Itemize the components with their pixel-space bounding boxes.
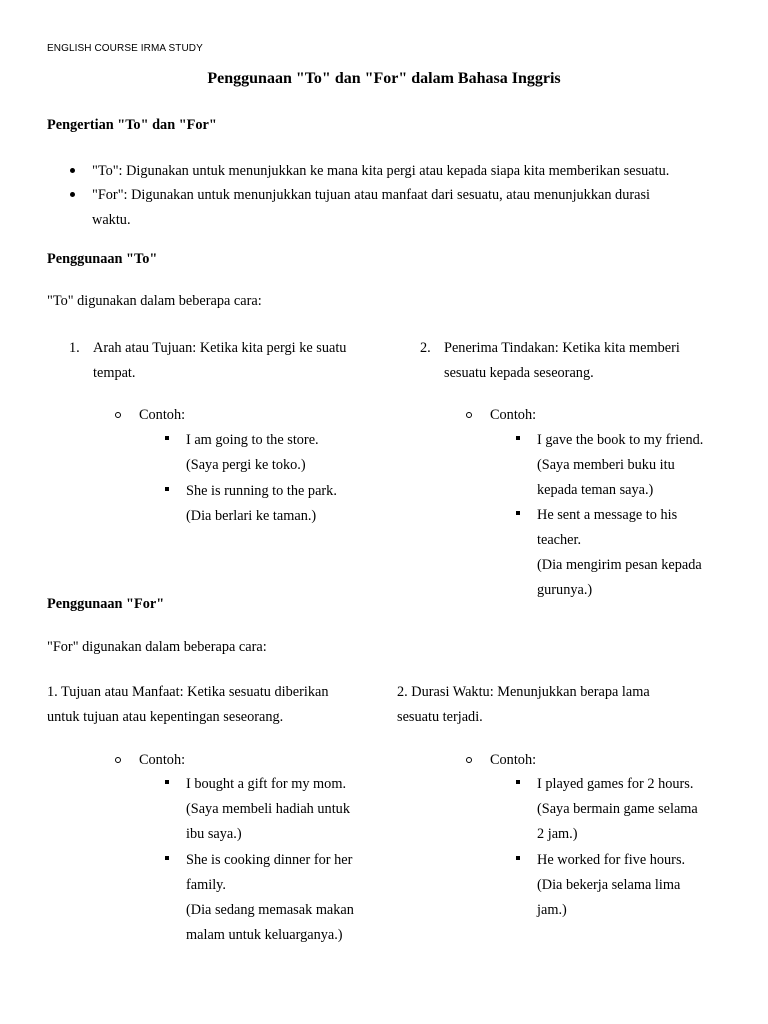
example-line: I am going to the store. xyxy=(186,432,319,448)
item-line: Arah atau Tujuan: Ketika kita pergi ke suatu xyxy=(93,340,347,356)
example-line: kepada teman saya.) xyxy=(537,482,654,498)
example-line: (Dia berlari ke taman.) xyxy=(186,508,317,524)
example-line: 2 jam.) xyxy=(537,826,578,842)
bullet-item xyxy=(92,159,669,184)
contoh-text: Contoh: xyxy=(490,752,537,768)
example-line: (Saya bermain game selama xyxy=(537,801,698,817)
contoh-label xyxy=(490,748,536,773)
bullet-line: "For": Digunakan untuk menunjukkan tujuan atau manfaat dari sesuatu, atau menunjukkan durasi xyxy=(92,187,650,203)
example-line: He sent a message to his xyxy=(537,507,678,523)
heading-pengertian: Pengertian "To" dan "For" xyxy=(47,117,217,133)
example-line: She is running to the park. xyxy=(186,483,337,499)
for-item-1 xyxy=(47,680,329,730)
example-line: I played games for 2 hours. xyxy=(537,776,694,792)
item-line: Penerima Tindakan: Ketika kita memberi xyxy=(444,340,680,356)
example-line: (Dia sedang memasak makan xyxy=(186,902,354,918)
example-line: (Saya pergi ke toko.) xyxy=(186,457,306,473)
to-item-1 xyxy=(93,336,346,386)
example-item xyxy=(537,848,685,923)
example-line: She is cooking dinner for her xyxy=(186,852,353,868)
example-item xyxy=(537,503,702,603)
example-item xyxy=(186,428,319,478)
list-number: 2. xyxy=(420,340,431,356)
item-line: 1. Tujuan atau Manfaat: Ketika sesuatu diberikan xyxy=(47,684,329,700)
document-title: Penggunaan "To" dan "For" dalam Bahasa Inggris xyxy=(207,70,561,87)
heading-penggunaan-to: Penggunaan "To" xyxy=(47,251,158,267)
contoh-label xyxy=(139,748,185,773)
document-header: ENGLISH COURSE IRMA STUDY xyxy=(47,43,203,54)
item-line: untuk tujuan atau kepentingan seseorang. xyxy=(47,709,284,725)
to-intro: "To" digunakan dalam beberapa cara: xyxy=(47,293,262,309)
item-line: sesuatu kepada seseorang. xyxy=(444,365,594,381)
example-item xyxy=(537,772,698,847)
example-line: I bought a gift for my mom. xyxy=(186,776,347,792)
bullet-item xyxy=(92,183,650,233)
example-line: (Saya memberi buku itu xyxy=(537,457,675,473)
to-item-2 xyxy=(444,336,680,386)
item-line: tempat. xyxy=(93,365,136,381)
bullet-line: waktu. xyxy=(92,212,131,228)
example-line: He worked for five hours. xyxy=(537,852,686,868)
contoh-text: Contoh: xyxy=(139,407,186,423)
for-item-2 xyxy=(397,680,650,730)
example-line: malam untuk keluarganya.) xyxy=(186,927,343,943)
example-line: (Dia mengirim pesan kepada xyxy=(537,557,702,573)
example-line: I gave the book to my friend. xyxy=(537,432,704,448)
example-line: (Saya membeli hadiah untuk xyxy=(186,801,350,817)
example-item xyxy=(186,772,350,847)
example-line: (Dia bekerja selama lima xyxy=(537,877,681,893)
item-line: 2. Durasi Waktu: Menunjukkan berapa lama xyxy=(397,684,650,700)
example-line: gurunya.) xyxy=(537,582,593,598)
example-line: ibu saya.) xyxy=(186,826,242,842)
contoh-label xyxy=(490,403,536,428)
example-line: jam.) xyxy=(537,902,567,918)
for-intro: "For" digunakan dalam beberapa cara: xyxy=(47,639,267,655)
example-item xyxy=(186,479,337,529)
example-item xyxy=(537,428,703,503)
list-number: 1. xyxy=(69,340,80,356)
contoh-text: Contoh: xyxy=(490,407,537,423)
heading-penggunaan-for: Penggunaan "For" xyxy=(47,596,165,612)
contoh-text: Contoh: xyxy=(139,752,186,768)
contoh-label xyxy=(139,403,185,428)
example-line: family. xyxy=(186,877,226,893)
item-line: sesuatu terjadi. xyxy=(397,709,483,725)
example-item xyxy=(186,848,354,948)
example-line: teacher. xyxy=(537,532,582,548)
bullet-line: "To": Digunakan untuk menunjukkan ke mana kita pergi atau kepada siapa kita memberikan sesuatu. xyxy=(92,163,670,179)
